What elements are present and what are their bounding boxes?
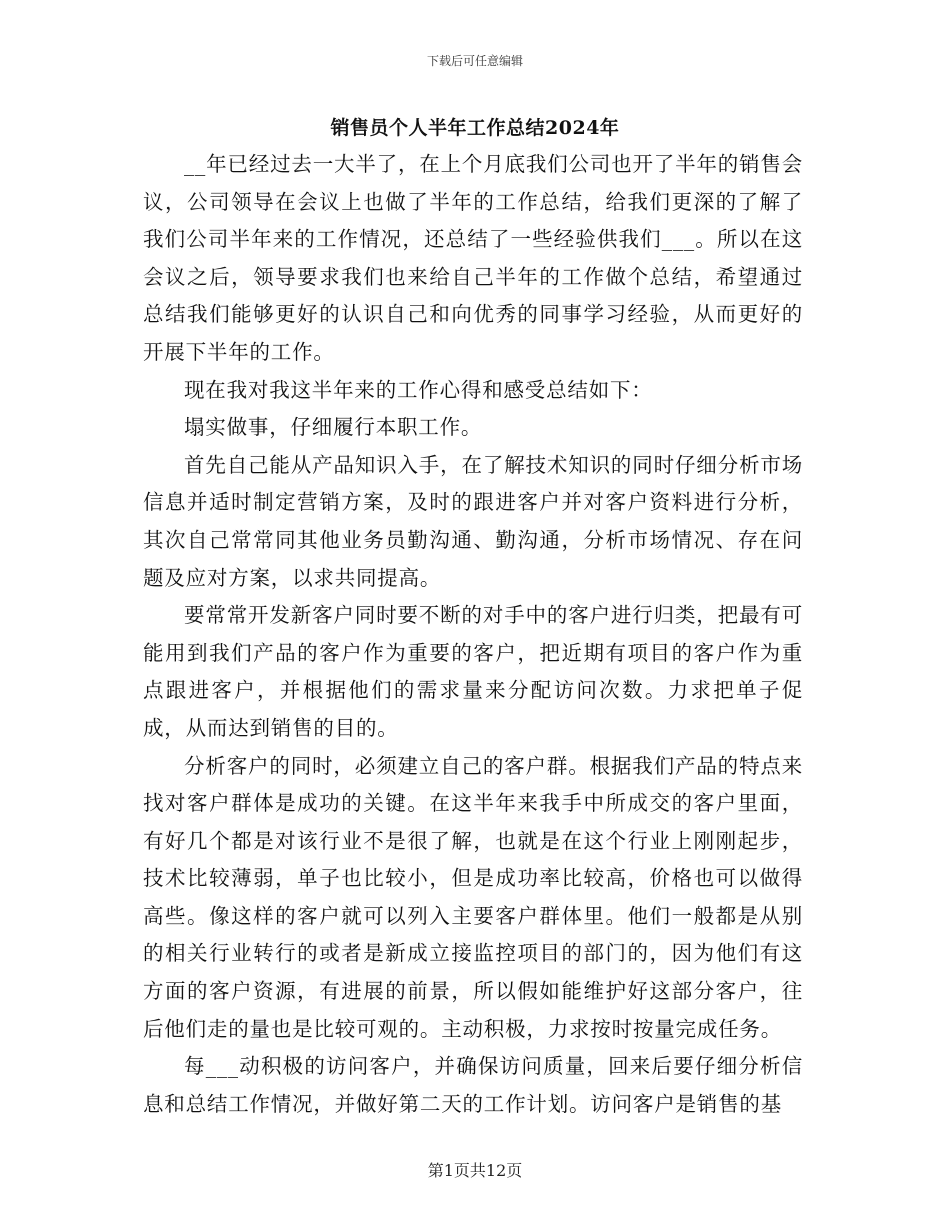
paragraph-1: __年已经过去一大半了，在上个月底我们公司也开了半年的销售会议，公司领导在会议上也做了半年的工作总结，给我们更深的了解了我们公司半年来的工作情况，还总结了一些经验供我们___。所以在这会议之后，领导要求我们也来给自己半年的工作做个总结，希望通过总结我们能够更好的认识自己和向优秀的同事学习经验，从而更好的开展下半年的工作。	[143, 152, 803, 364]
document-body	[143, 146, 803, 1123]
paragraph-2: 现在我对我这半年来的工作心得和感受总结如下：	[184, 377, 653, 402]
paragraph-3: 塌实做事，仔细履行本职工作。	[184, 415, 483, 440]
paragraph-6: 分析客户的同时，必须建立自己的客户群。根据我们产品的特点来找对客户群体是成功的关键。在这半年来我手中所成交的客户里面，有好几个都是对该行业不是很了解，也就是在这个行业上刚刚起步，技术比较薄弱，单子也比较小，但是成功率比较高，价格也可以做得高些。像这样的客户就可以列入主要客户群体里。他们一般都是从别的相关行业转行的或者是新成立接监控项目的部门的，因为他们有这方面的客户资源，有进展的前景，所以假如能维护好这部分客户，往后他们走的量也是比较可观的。主动积极，力求按时按量完成任务。	[143, 753, 803, 1041]
page-number: 第1页共12页	[427, 1161, 523, 1180]
paragraph-4: 首先自己能从产品知识入手，在了解技术知识的同时仔细分析市场信息并适时制定营销方案，及时的跟进客户并对客户资料进行分析，其次自己常常同其他业务员勤沟通、勤沟通，分析市场情况、存在问题及应对方案，以求共同提高。	[143, 452, 803, 590]
paragraph-7: 每___动积极的访问客户，并确保访问质量，回来后要仔细分析信息和总结工作情况，并做好第二天的工作计划。访问客户是销售的基	[143, 1054, 803, 1116]
paragraph-5: 要常常开发新客户同时要不断的对手中的客户进行归类，把最有可能用到我们产品的客户作为重要的客户，把近期有项目的客户作为重点跟进客户，并根据他们的需求量来分配访问次数。力求把单子促成，从而达到销售的目的。	[143, 603, 803, 740]
document-title: 销售员个人半年工作总结2024年	[330, 117, 620, 139]
header-note: 下载后可任意编辑	[426, 54, 523, 68]
